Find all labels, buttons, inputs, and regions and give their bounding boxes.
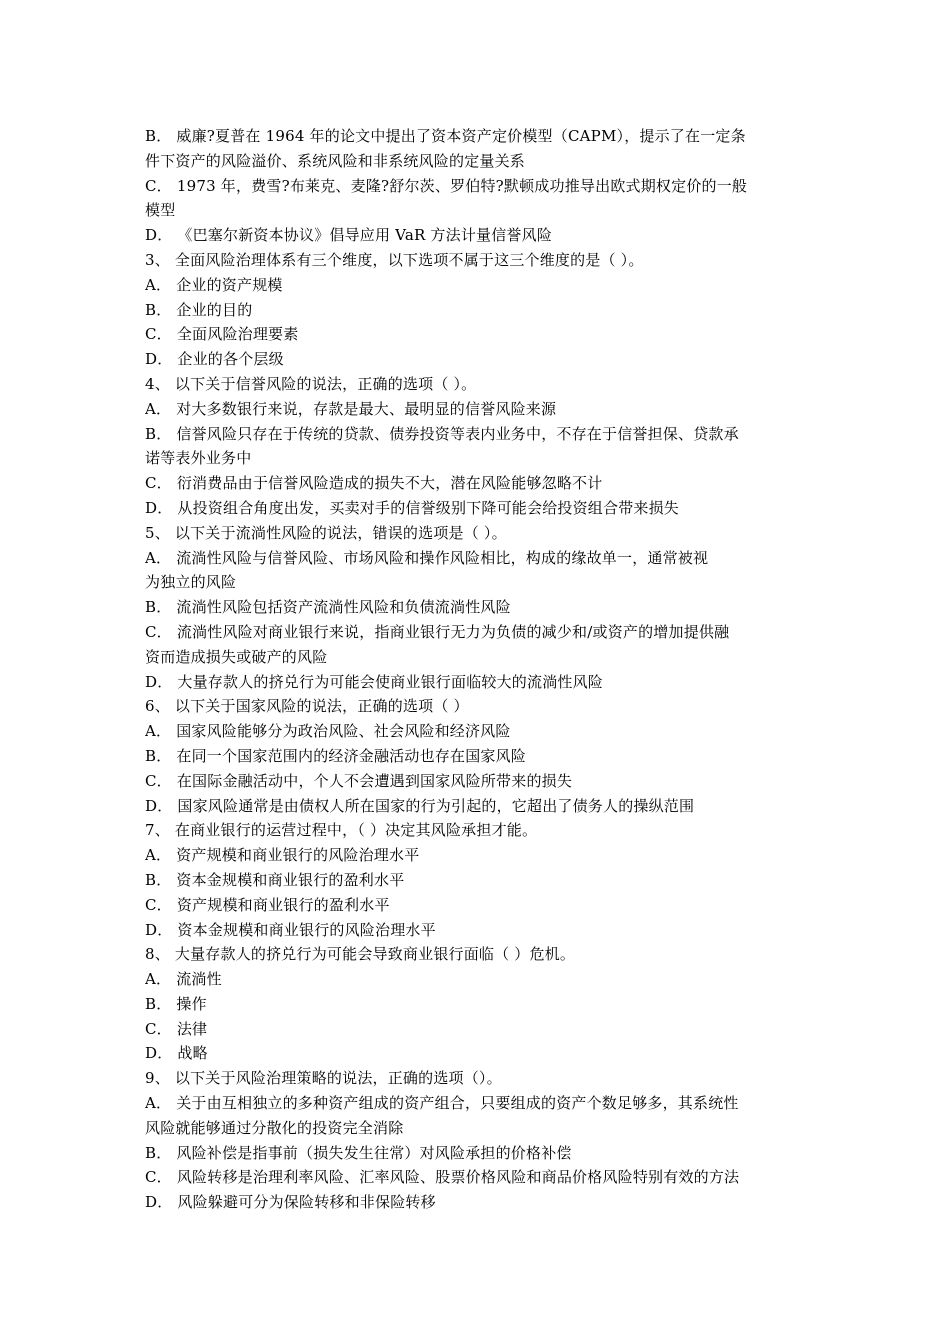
option-d: D． 资本金规模和商业银行的风险治理水平 [145,920,436,939]
option-c: C． 法律 [145,1019,208,1038]
option-a: A． 对大多数银行来说，存款是最大、最明显的信誉风险来源 [145,399,557,418]
option-a: A． 国家风险能够分为政治风险、社会风险和经济风险 [145,722,511,741]
option-c: C． 资产规模和商业银行的盈利水平 [145,895,390,914]
text-line: 风险就能够通过分散化的投资完全消除 [145,1118,404,1137]
option-a: A． 资产规模和商业银行的风险治理水平 [145,846,420,865]
option-b: B． 流淌性风险包括资产流淌性风险和负债流淌性风险 [145,598,511,617]
question-4: 4、 以下关于信誉风险的说法，正确的选项（ ）。 [145,374,477,393]
option-d: D． 企业的各个层级 [145,350,284,369]
option-a: A． 流淌性风险与信誉风险、市场风险和操作风险相比，构成的缘故单一，通常被视 [145,548,709,567]
text-line: D． 《巴塞尔新资本协议》倡导应用 VaR 方法计量信誉风险 [145,226,553,245]
text-line: 模型 [145,201,176,220]
option-d: D． 从投资组合角度出发，买卖对手的信誉级别下降可能会给投资组合带来损失 [145,498,679,517]
text-line: B． 威廉?夏普在 1964 年的论文中提出了资本资产定价模型（CAPM），提示了在一定条 [145,127,746,145]
option-c: C． 流淌性风险对商业银行来说，指商业银行无力为负债的减少和/或资产的增加提供融 [145,622,730,641]
option-b: B． 资本金规模和商业银行的盈利水平 [145,870,405,889]
option-a: A． 流淌性 [145,970,222,989]
document-body [145,124,810,1215]
option-b: B． 风险补偿是指事前（损失发生往常）对风险承担的价格补偿 [145,1143,572,1162]
option-c: C． 在国际金融活动中，个人不会遭遇到国家风险所带来的损失 [145,771,573,790]
option-d: D． 国家风险通常是由债权人所在国家的行为引起的，它超出了债务人的操纵范围 [145,796,695,815]
option-b: B． 操作 [145,994,207,1013]
question-6: 6、 以下关于国家风险的说法，正确的选项（ ） [145,697,469,716]
option-a: A． 关于由互相独立的多种资产组成的资产组合，只要组成的资产个数足够多，其系统性 [145,1094,739,1113]
option-c: C． 风险转移是治理利率风险、汇率风险、股票价格风险和商品价格风险特别有效的方法 [145,1168,740,1187]
option-c: C． 衍消费品由于信誉风险造成的损失不大，潜在风险能够忽略不计 [145,474,603,493]
question-7: 7、 在商业银行的运营过程中，（ ）决定其风险承担才能。 [145,821,538,840]
question-8: 8、 大量存款人的挤兑行为可能会导致商业银行面临（ ）危机。 [145,945,576,964]
text-line: 诺等表外业务中 [145,449,252,468]
option-b: B． 企业的目的 [145,300,253,319]
text-line: 资而造成损失或破产的风险 [145,647,328,666]
question-5: 5、 以下关于流淌性风险的说法，错误的选项是（ ）。 [145,523,507,542]
option-d: D． 战略 [145,1044,208,1063]
question-3: 3、 全面风险治理体系有三个维度，以下选项不属于这三个维度的是（ ）。 [145,250,644,269]
option-c: C． 全面风险治理要素 [145,325,299,344]
text-line: 件下资产的风险溢价、系统风险和非系统风险的定量关系 [145,151,526,170]
text-line: 为独立的风险 [145,573,237,592]
option-d: D． 大量存款人的挤兑行为可能会使商业银行面临较大的流淌性风险 [145,672,603,691]
option-b: B． 信誉风险只存在于传统的贷款、债券投资等表内业务中，不存在于信誉担保、贷款承 [145,424,739,443]
option-a: A． 企业的资产规模 [145,275,283,294]
question-9: 9、 以下关于风险治理策略的说法，正确的选项（）。 [145,1069,502,1088]
option-b: B． 在同一个国家范围内的经济金融活动也存在国家风险 [145,746,526,765]
option-d: D． 风险躲避可分为保险转移和非保险转移 [145,1193,436,1212]
text-line: C． 1973 年，费雪?布莱克、麦隆?舒尔茨、罗伯特?默顿成功推导出欧式期权定价的一般 [145,176,748,195]
